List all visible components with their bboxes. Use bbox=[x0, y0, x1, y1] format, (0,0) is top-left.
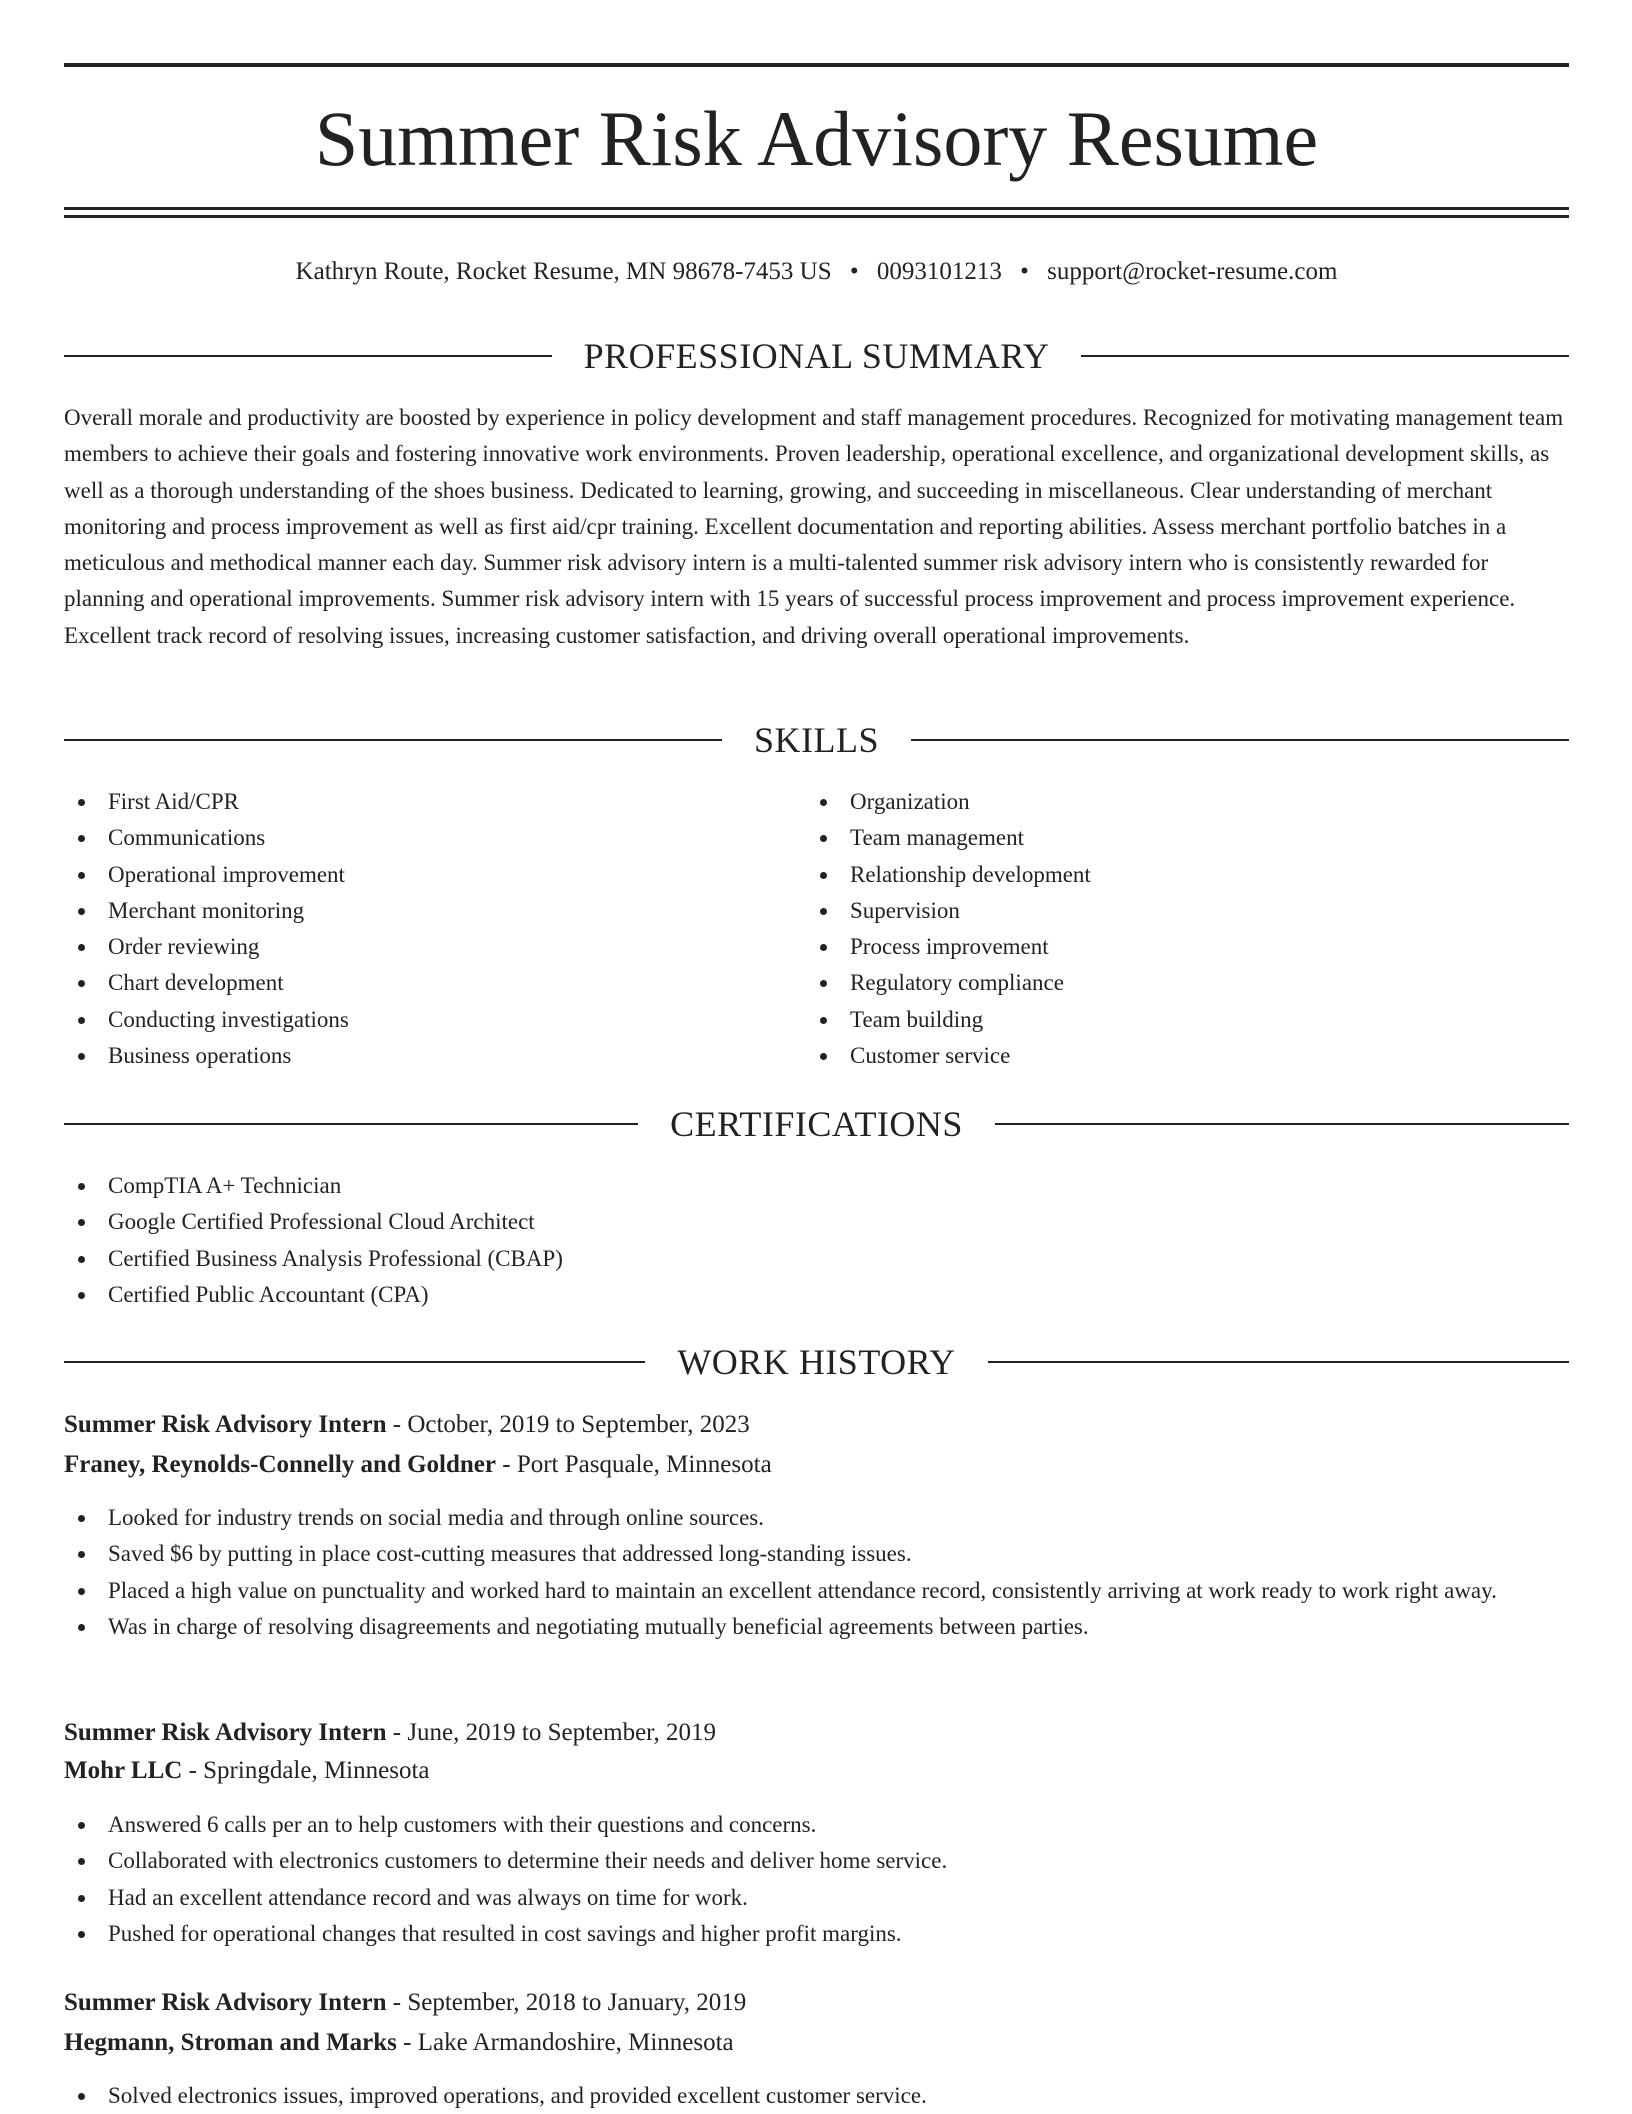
job-duty-item: Was in charge of resolving disagreements and negotiating mutually beneficial agreements between parties. bbox=[64, 1609, 1569, 1645]
section-title-skills: SKILLS bbox=[754, 720, 880, 760]
skill-item: Communications bbox=[64, 820, 764, 856]
certification-item: Certified Public Accountant (CPA) bbox=[64, 1277, 1569, 1313]
job-duties-list bbox=[64, 2078, 1569, 2114]
certification-item: Google Certified Professional Cloud Architect bbox=[64, 1204, 1569, 1240]
skills-column-right bbox=[806, 784, 1506, 1074]
contact-email: support@rocket-resume.com bbox=[1047, 258, 1338, 285]
section-rule bbox=[64, 739, 722, 741]
contact-phone: 0093101213 bbox=[876, 258, 1002, 285]
contact-address: Kathryn Route, Rocket Resume, MN 98678-7453 US bbox=[295, 258, 832, 285]
job-location: - Port Pasquale, Minnesota bbox=[496, 1451, 772, 1478]
top-rule bbox=[64, 63, 1569, 67]
job-title: Summer Risk Advisory Intern bbox=[64, 1989, 387, 2016]
job-duties bbox=[64, 2078, 1569, 2114]
job-duty-item: Had an excellent attendance record and was always on time for work. bbox=[64, 1880, 1569, 1916]
job-company-line bbox=[64, 1449, 1569, 1481]
skill-item: Business operations bbox=[64, 1038, 764, 1074]
page-title: Summer Risk Advisory Resume bbox=[314, 95, 1319, 182]
contact-separator: • bbox=[1020, 258, 1029, 285]
job-duty-item: Solved electronics issues, improved operations, and provided excellent customer service. bbox=[64, 2078, 1569, 2114]
contact-separator: • bbox=[849, 258, 859, 285]
section-header-skills bbox=[64, 718, 1569, 762]
certifications-list bbox=[64, 1168, 1569, 1313]
skills-list-left bbox=[64, 784, 764, 1074]
section-rule bbox=[995, 1123, 1569, 1125]
job-dates: - September, 2018 to January, 2019 bbox=[386, 1989, 747, 2016]
job-title: Summer Risk Advisory Intern bbox=[64, 1719, 387, 1746]
skill-item: Order reviewing bbox=[64, 929, 764, 965]
skill-item: Conducting investigations bbox=[64, 1002, 764, 1038]
job-title-line bbox=[64, 1987, 1569, 2019]
job-duty-item: Collaborated with electronics customers to determine their needs and deliver home service. bbox=[64, 1843, 1569, 1879]
job-title-line bbox=[64, 1717, 1569, 1749]
section-header-summary bbox=[64, 334, 1569, 378]
contact-line bbox=[64, 256, 1569, 288]
skill-item: Regulatory compliance bbox=[806, 965, 1506, 1001]
job-company-line bbox=[64, 2027, 1569, 2059]
job-company-line bbox=[64, 1755, 1569, 1787]
title-rule-lower bbox=[64, 215, 1569, 218]
certifications-block bbox=[64, 1168, 1569, 1313]
job-duty-item: Pushed for operational changes that resulted in cost savings and higher profit margins. bbox=[64, 1916, 1569, 1952]
section-rule bbox=[64, 1361, 645, 1363]
job-duties bbox=[64, 1500, 1569, 1645]
job-company: Hegmann, Stroman and Marks bbox=[64, 2029, 397, 2056]
certification-item: CompTIA A+ Technician bbox=[64, 1168, 1569, 1204]
skills-list-right bbox=[806, 784, 1506, 1074]
section-rule bbox=[64, 1123, 638, 1125]
job-location: - Lake Armandoshire, Minnesota bbox=[396, 2029, 734, 2056]
job-title: Summer Risk Advisory Intern bbox=[64, 1411, 387, 1438]
job-company: Franey, Reynolds-Connelly and Goldner bbox=[64, 1451, 496, 1478]
section-rule bbox=[911, 739, 1569, 741]
job-duties-list bbox=[64, 1500, 1569, 1645]
skill-item: Relationship development bbox=[806, 857, 1506, 893]
title-rule-upper bbox=[64, 207, 1569, 210]
job-duty-item: Looked for industry trends on social media and through online sources. bbox=[64, 1500, 1569, 1536]
summary-paragraph: Overall morale and productivity are boosted by experience in policy development and staff management procedures. Recognized for motivating management team members to achieve their goals and fostering innovative work environments. Proven leadership, operational excellence, and organizational development skills, as well as a thorough understanding of the shoes business. Dedicated to learning, growing, and succeeding in miscellaneous. Clear understanding of merchant monitoring and process improvement as well as first aid/cpr training. Excellent documentation and reporting abilities. Assess merchant portfolio batches in a meticulous and methodical manner each day. Summer risk advisory intern is a multi-talented summer risk advisory intern who is consistently rewarded for planning and operational improvements. Summer risk advisory intern with 15 years of successful process improvement and process improvement experience. Excellent track record of resolving issues, increasing customer satisfaction, and driving overall operational improvements. bbox=[64, 405, 1564, 648]
skill-item: Merchant monitoring bbox=[64, 893, 764, 929]
skill-item: Team management bbox=[806, 820, 1506, 856]
job-duty-item: Saved $6 by putting in place cost-cutting measures that addressed long-standing issues. bbox=[64, 1536, 1569, 1572]
section-rule bbox=[1081, 355, 1569, 357]
section-header-certifications bbox=[64, 1102, 1569, 1146]
job-duties-list bbox=[64, 1807, 1569, 1952]
skill-item: First Aid/CPR bbox=[64, 784, 764, 820]
job-duty-item: Answered 6 calls per an to help customers with their questions and concerns. bbox=[64, 1807, 1569, 1843]
job-duty-item: Placed a high value on punctuality and worked hard to maintain an excellent attendance record, consistently arriving at work ready to work right away. bbox=[64, 1573, 1569, 1609]
skill-item: Team building bbox=[806, 1002, 1506, 1038]
skill-item: Supervision bbox=[806, 893, 1506, 929]
skill-item: Chart development bbox=[64, 965, 764, 1001]
job-location: - Springdale, Minnesota bbox=[182, 1757, 430, 1784]
job-dates: - June, 2019 to September, 2019 bbox=[386, 1719, 717, 1746]
certification-item: Certified Business Analysis Professional (CBAP) bbox=[64, 1241, 1569, 1277]
section-title-work-history: WORK HISTORY bbox=[677, 1342, 956, 1382]
section-rule bbox=[64, 355, 552, 357]
skills-column-left bbox=[64, 784, 764, 1074]
skill-item: Customer service bbox=[806, 1038, 1506, 1074]
section-header-work-history bbox=[64, 1340, 1569, 1384]
job-dates: - October, 2019 to September, 2023 bbox=[386, 1411, 750, 1438]
section-title-certifications: CERTIFICATIONS bbox=[670, 1104, 963, 1144]
section-rule bbox=[988, 1361, 1569, 1363]
skill-item: Organization bbox=[806, 784, 1506, 820]
section-title-summary: PROFESSIONAL SUMMARY bbox=[583, 336, 1050, 376]
job-title-line bbox=[64, 1409, 1569, 1441]
skill-item: Process improvement bbox=[806, 929, 1506, 965]
skill-item: Operational improvement bbox=[64, 857, 764, 893]
job-duties bbox=[64, 1807, 1569, 1952]
job-company: Mohr LLC bbox=[64, 1757, 183, 1784]
